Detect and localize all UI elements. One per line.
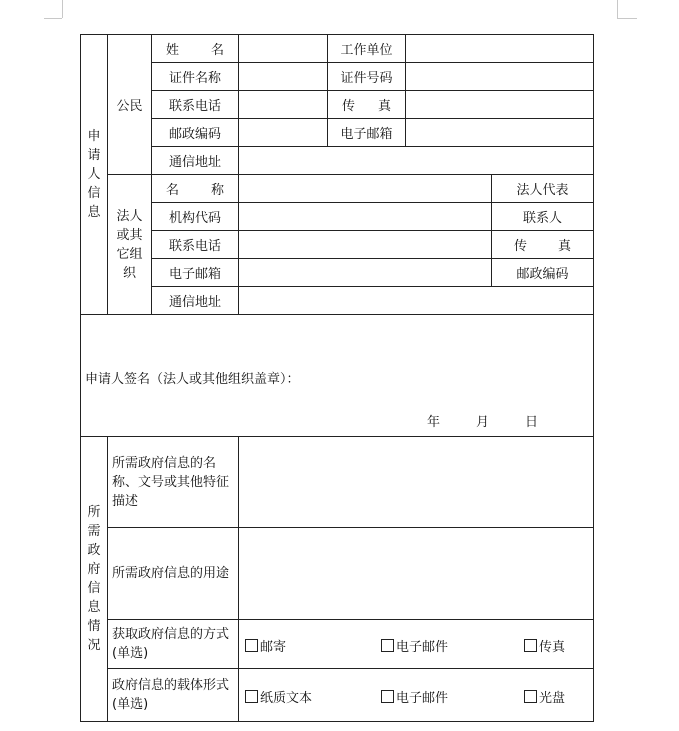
citizen-employer-field[interactable] [406, 35, 594, 63]
org-address-label: 通信地址 [152, 287, 239, 315]
checkbox-icon[interactable] [245, 639, 258, 652]
org-name-field[interactable] [239, 175, 492, 203]
method-option-email[interactable]: 电子邮件 [381, 636, 448, 655]
citizen-id-type-label: 证件名称 [152, 63, 239, 91]
citizen-email-field[interactable] [406, 119, 594, 147]
crop-mark-top-right-vertical [617, 0, 618, 18]
citizen-group-label: 公民 [108, 35, 152, 175]
date-month-label: 月 [475, 415, 489, 430]
info-purpose-label: 所需政府信息的用途 [108, 528, 239, 620]
info-description-label: 所需政府信息的名称、文号或其他特征描述 [108, 437, 239, 528]
org-address-field[interactable] [239, 287, 594, 315]
applicant-info-section-label: 申 请 人 信 息 [81, 35, 108, 315]
crop-mark-top-left-horizontal [44, 18, 62, 19]
signature-area[interactable] [81, 315, 594, 437]
org-code-label: 机构代码 [152, 203, 239, 231]
checkbox-icon[interactable] [381, 690, 394, 703]
crop-mark-top-right-horizontal [617, 18, 637, 19]
org-email-field[interactable] [239, 259, 492, 287]
org-legal-rep-label: 法人代表 [492, 175, 594, 203]
citizen-phone-label: 联系电话 [152, 91, 239, 119]
citizen-name-label: 姓 名 [152, 35, 239, 63]
citizen-id-type-field[interactable] [239, 63, 328, 91]
citizen-email-label: 电子邮箱 [328, 119, 406, 147]
org-group-label: 法人 或其 它组 织 [108, 175, 152, 315]
date-day-label: 日 [524, 415, 538, 430]
org-name-label: 名 称 [152, 175, 239, 203]
citizen-id-number-field[interactable] [406, 63, 594, 91]
org-fax-label: 传 真 [492, 231, 594, 259]
carrier-form-label: 政府信息的载体形式(单选) [108, 669, 239, 722]
citizen-fax-field[interactable] [406, 91, 594, 119]
citizen-postcode-label: 邮政编码 [152, 119, 239, 147]
org-contact-label: 联系人 [492, 203, 594, 231]
checkbox-icon[interactable] [381, 639, 394, 652]
citizen-id-number-label: 证件号码 [328, 63, 406, 91]
citizen-phone-field[interactable] [239, 91, 328, 119]
checkbox-icon[interactable] [524, 690, 537, 703]
citizen-fax-label: 传 真 [328, 91, 406, 119]
application-form-table [80, 34, 594, 722]
org-phone-field[interactable] [239, 231, 492, 259]
org-code-field[interactable] [239, 203, 492, 231]
citizen-address-field[interactable] [239, 147, 594, 175]
carrier-form-options [239, 669, 594, 722]
citizen-address-label: 通信地址 [152, 147, 239, 175]
signature-label: 申请人签名（法人或其他组织盖章）： [85, 372, 300, 387]
citizen-postcode-field[interactable] [239, 119, 328, 147]
org-phone-label: 联系电话 [152, 231, 239, 259]
carrier-option-disc[interactable]: 光盘 [524, 687, 565, 706]
crop-mark-top-left-vertical [62, 0, 63, 18]
method-option-mail[interactable]: 邮寄 [245, 636, 286, 655]
method-option-fax[interactable]: 传真 [524, 636, 565, 655]
access-method-options [239, 620, 594, 669]
carrier-option-email[interactable]: 电子邮件 [381, 687, 448, 706]
signature-date [427, 411, 538, 430]
info-description-field[interactable] [239, 437, 594, 528]
citizen-employer-label: 工作单位 [328, 35, 406, 63]
org-postcode-label: 邮政编码 [492, 259, 594, 287]
citizen-name-field[interactable] [239, 35, 328, 63]
requested-info-section-label: 所 需 政 府 信 息 情 况 [81, 437, 108, 722]
carrier-option-paper[interactable]: 纸质文本 [245, 687, 312, 706]
checkbox-icon[interactable] [245, 690, 258, 703]
date-year-label: 年 [426, 415, 440, 430]
checkbox-icon[interactable] [524, 639, 537, 652]
info-purpose-field[interactable] [239, 528, 594, 620]
org-email-label: 电子邮箱 [152, 259, 239, 287]
access-method-label: 获取政府信息的方式(单选) [108, 620, 239, 669]
